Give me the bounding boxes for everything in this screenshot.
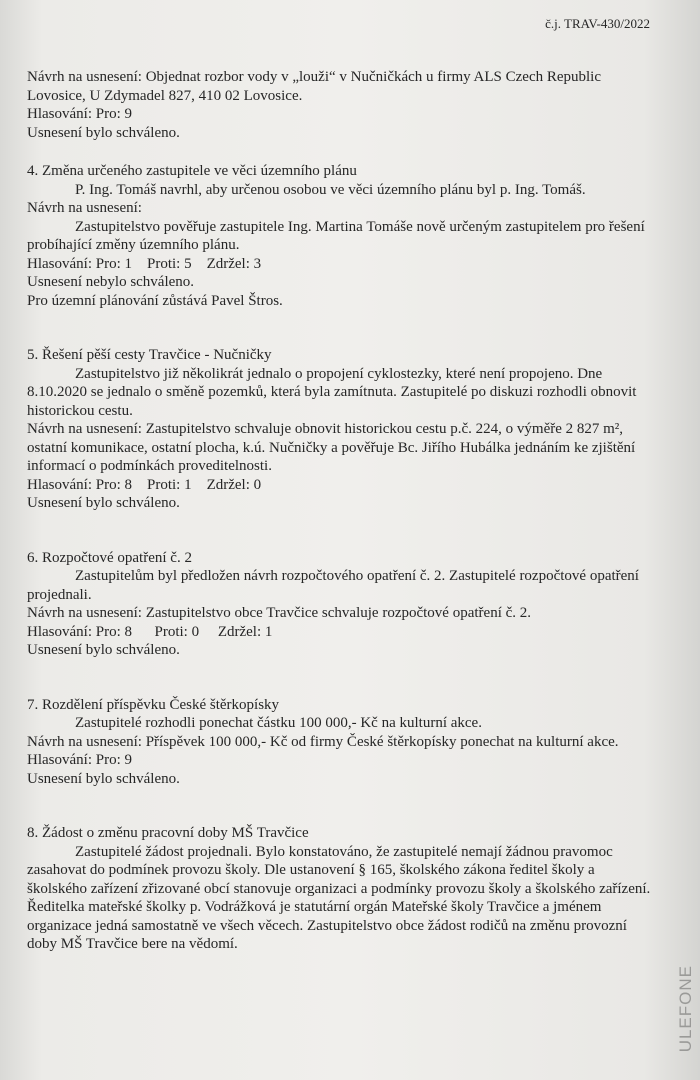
section-7-proposal: Návrh na usnesení: Příspěvek 100 000,- Kč od firmy České štěrkopísky ponechat na kulturní akce. xyxy=(27,733,619,750)
section-6-title: 6. Rozpočtové opatření č. 2 xyxy=(27,549,192,566)
section-8-text: Zastupitelé žádost projednali. Bylo konstatováno, že zastupitelé nemají žádnou pravomoc zasahovat do podmínek provozu školy. Dle ustanovení § 165, školského zákona ředitel školy a školského zařízení zřizované obcí stanovuje organizaci a podmínky provozu školy a školského zařízení. Ředitelka mateřské školky p. Vodrážková je statutární orgán Mateřské školy Travčice a jménem organizace jedná samostatně ve všech věcech. Zastupitelstvo obce žádost rodičů na změnu provozní doby MŠ Travčice bere na vědomí. xyxy=(27,843,651,952)
section-4-title: 4. Změna určeného zastupitele ve věci územního plánu xyxy=(27,163,357,179)
section-5-title: 5. Řešení pěší cesty Travčice - Nučničky xyxy=(27,347,272,363)
section-5-vote: Hlasování: Pro: 8 Proti: 1 Zdržel: 0 xyxy=(27,476,262,493)
camera-watermark: ULEFONE xyxy=(676,964,695,1052)
section-4-proposal-label: Návrh na usnesení: xyxy=(27,200,142,216)
section-7-result: Usnesení bylo schváleno. xyxy=(27,770,180,787)
intro-vote: Hlasování: Pro: 9 xyxy=(27,106,132,122)
section-7-vote: Hlasování: Pro: 9 xyxy=(27,752,132,768)
section-7-text: Zastupitelé rozhodli ponechat částku 100 000,- Kč na kulturní akce. xyxy=(75,715,482,731)
section-5-proposal: Návrh na usnesení: Zastupitelstvo schvaluje obnovit historickou cestu p.č. 224, o výměře 2 827 m², ostatní komunikace, ostatní plocha, k.ú. Nučničky a pověřuje Bc. Jiřího Hubálka jednáním ke zjištění informací o podmínkách proveditelnosti. xyxy=(27,421,636,474)
section-7-title: 7. Rozdělení příspěvku České štěrkopísky xyxy=(27,696,280,713)
section-5-result: Usnesení bylo schváleno. xyxy=(27,495,180,511)
section-4-result: Usnesení nebylo schváleno. xyxy=(27,274,195,290)
section-4-vote: Hlasování: Pro: 1 Proti: 5 Zdržel: 3 xyxy=(27,255,262,272)
intro-proposal: Návrh na usnesení: Objednat rozbor vody v „louži“ v Nučničkách u firmy ALS Czech Republic Lovosice, U Zdymadel 827, 410 02 Lovosice. xyxy=(27,69,602,104)
section-6-result: Usnesení bylo schváleno. xyxy=(27,642,180,658)
document-body xyxy=(27,68,657,954)
reference-number: č.j. TRAV-430/2022 xyxy=(545,16,650,31)
section-5-text: Zastupitelstvo již několikrát jednalo o propojení cyklostezky, které není propojeno. Dne 8.10.2020 se jednalo o směně pozemků, která byla zamítnuta. Zastupitelé po diskuzi rozhodli obnovit historickou cestu. xyxy=(27,365,637,419)
section-6-proposal: Návrh na usnesení: Zastupitelstvo obce Travčice schvaluje rozpočtové opatření č. 2. xyxy=(27,605,532,621)
section-4-note: Pro územní plánování zůstává Pavel Štros. xyxy=(27,292,283,309)
section-4-proposal-text: Zastupitelstvo pověřuje zastupitele Ing. Martina Tomáše nově určeným zastupitelem pro řešení probíhající změny územního plánu. xyxy=(27,218,645,253)
intro-result: Usnesení bylo schváleno. xyxy=(27,124,180,141)
section-6-vote: Hlasování: Pro: 8 Proti: 0 Zdržel: 1 xyxy=(27,623,273,640)
section-4-text: P. Ing. Tomáš navrhl, aby určenou osobou ve věci územního plánu byl p. Ing. Tomáš. xyxy=(75,181,586,198)
section-8-title: 8. Žádost o změnu pracovní doby MŠ Travčice xyxy=(27,825,309,841)
section-6-text: Zastupitelům byl předložen návrh rozpočtového opatření č. 2. Zastupitelé rozpočtové opatření projednali. xyxy=(27,568,639,603)
